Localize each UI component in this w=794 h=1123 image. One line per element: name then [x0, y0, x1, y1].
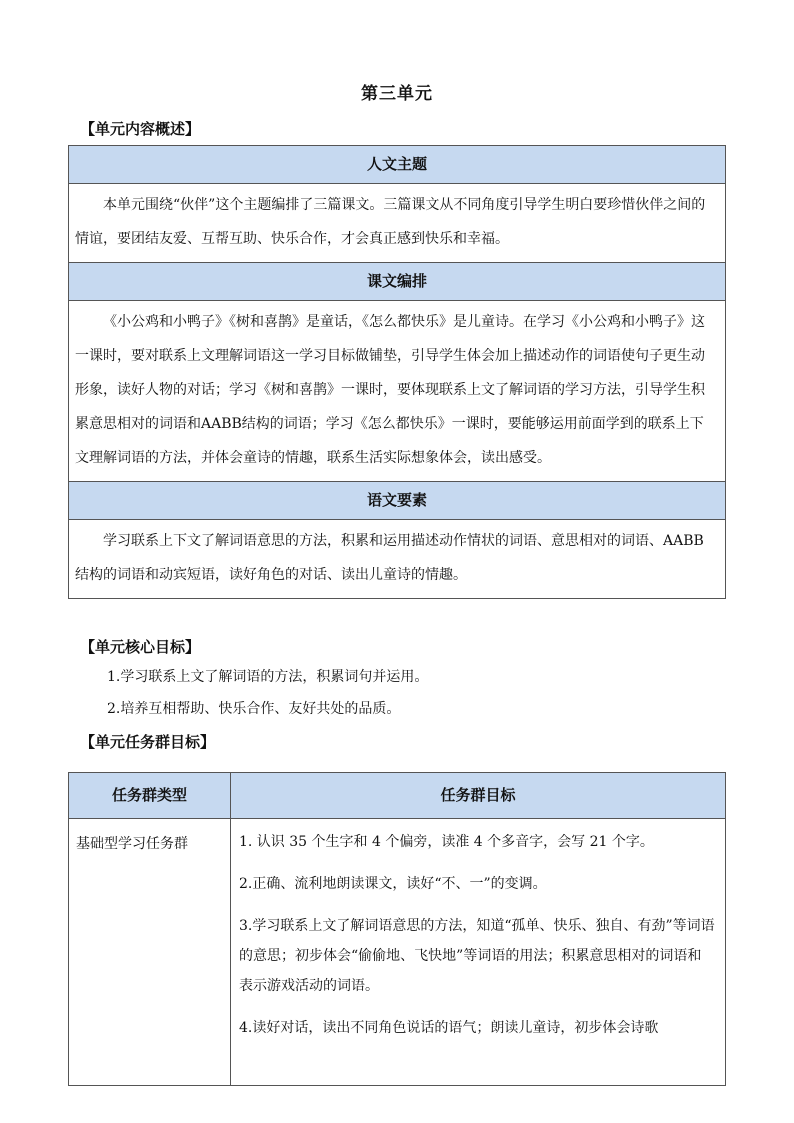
- theme-text: 本单元围绕“伙伴”这个主题编排了三篇课文。三篇课文从不同角度引导学生明白要珍惜伙伴之间的情谊，要团结友爱、互帮互助、快乐合作，才会真正感到快乐和幸福。: [69, 184, 726, 263]
- theme-header: 人文主题: [69, 146, 726, 184]
- task-goal-item: 1. 认识 35 个生字和 4 个偏旁，读准 4 个多音字，会写 21 个字。: [239, 834, 654, 850]
- core-goals-heading: 【单元核心目标】: [80, 638, 201, 656]
- overview-heading: 【单元内容概述】: [80, 120, 201, 138]
- task-goals-table: [68, 772, 726, 1086]
- elements-header: 语文要素: [69, 482, 726, 520]
- task-goal-cell: [231, 819, 726, 1086]
- elements-text: 学习联系上下文了解词语意思的方法，积累和运用描述动作情状的词语、意思相对的词语、AABB结构的词语和动宾短语，读好角色的对话、读出儿童诗的情趣。: [69, 520, 726, 599]
- task-goal-item: 4.读好对话，读出不同角色说话的语气；朗读儿童诗，初步体会诗歌: [239, 1020, 659, 1036]
- task-goal-item: 3.学习联系上文了解词语意思的方法，知道“孤单、快乐、独自、有劲”等词语的意思；初步体会“偷偷地、飞快地”等词语的用法；积累意思相对的词语和表示游戏活动的词语。: [239, 918, 715, 994]
- task-goal-item: 2.正确、流利地朗读课文，读好“不、一”的变调。: [239, 876, 547, 892]
- task-type-cell: 基础型学习任务群: [69, 819, 231, 1086]
- col-header-type: 任务群类型: [69, 773, 231, 819]
- overview-table: [68, 145, 726, 599]
- table-row: [69, 819, 726, 1086]
- arrangement-text: 《小公鸡和小鸭子》《树和喜鹊》是童话，《怎么都快乐》是儿童诗。在学习《小公鸡和小鸭子》这一课时，要对联系上文理解词语这一学习目标做铺垫，引导学生体会加上描述动作的词语使句子更生动形象，读好人物的对话；学习《树和喜鹊》一课时，要体现联系上文了解词语的学习方法，引导学生积累意思相对的词语和AABB结构的词语；学习《怎么都快乐》一课时，要能够运用前面学到的联系上下文理解词语的方法，并体会童诗的情趣，联系生活实际想象体会，读出感受。: [69, 301, 726, 482]
- page-title: 第三单元: [361, 84, 433, 104]
- task-goals-heading: 【单元任务群目标】: [80, 733, 216, 751]
- arrangement-header: 课文编排: [69, 263, 726, 301]
- col-header-goal: 任务群目标: [231, 773, 726, 819]
- core-goal-item: 2.培养互相帮助、快乐合作、友好共处的品质。: [107, 701, 401, 717]
- core-goal-item: 1.学习联系上文了解词语的方法，积累词句并运用。: [107, 669, 429, 685]
